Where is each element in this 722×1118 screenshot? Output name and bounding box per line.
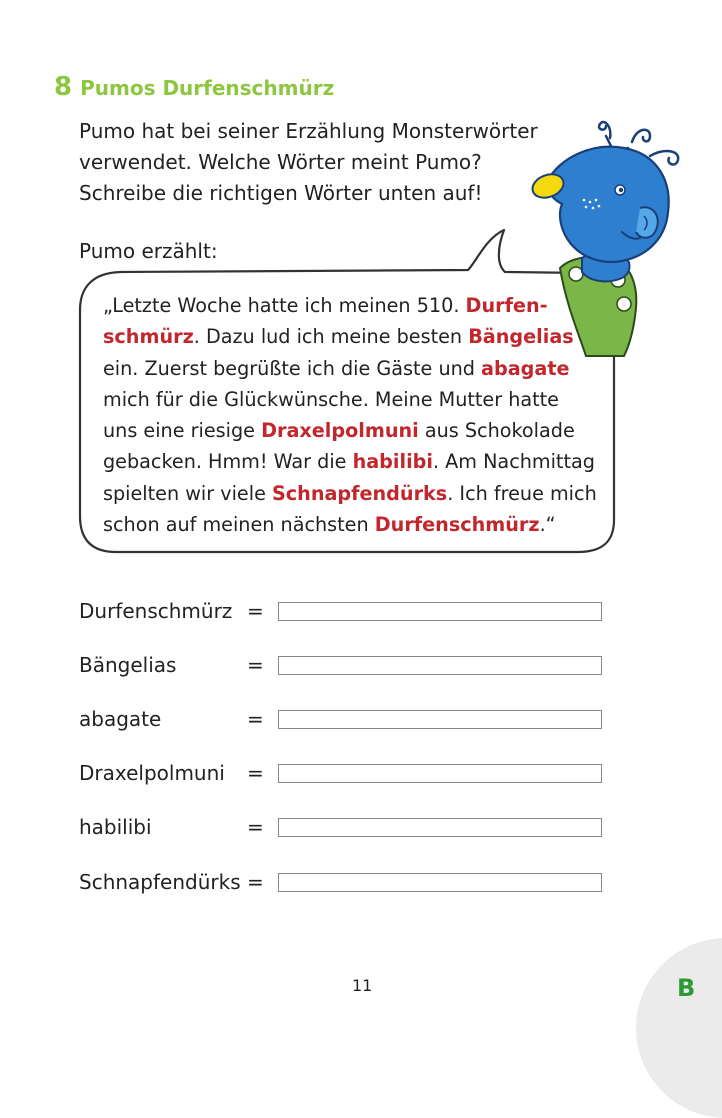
- equals-sign: =: [247, 707, 264, 731]
- story-line: spielten wir viele Schnapfendürks. Ich freue mich: [103, 481, 597, 505]
- story-line: „Letzte Woche hatte ich meinen 510. Durfen-: [103, 294, 548, 317]
- answer-input[interactable]: [278, 873, 602, 892]
- monster-word: Bängelias: [468, 325, 574, 349]
- monster-word-label: habilibi: [79, 815, 152, 839]
- story-line: ein. Zuerst begrüßte ich die Gäste und abagate: [103, 356, 570, 380]
- page-number: 11: [352, 976, 373, 995]
- answer-input[interactable]: [278, 602, 602, 621]
- answer-row: [79, 650, 619, 680]
- equals-sign: =: [247, 599, 264, 623]
- answer-input[interactable]: [278, 818, 602, 837]
- story-label: Pumo erzählt:: [79, 239, 218, 263]
- instruction-line: verwendet. Welche Wörter meint Pumo?: [79, 150, 482, 174]
- answer-row: [79, 867, 619, 897]
- monster-word-label: Durfenschmürz: [79, 599, 233, 623]
- equals-sign: =: [247, 870, 264, 894]
- story-text: [103, 290, 603, 540]
- story-line: uns eine riesige Draxelpolmuni aus Schokolade: [103, 419, 575, 443]
- answer-input[interactable]: [278, 710, 602, 729]
- story-line: schmürz. Dazu lud ich meine besten Bängelias: [103, 325, 574, 349]
- monster-word-label: Bängelias: [79, 653, 177, 677]
- monster-word: schmürz: [103, 325, 194, 349]
- monster-word: Durfenschmürz: [374, 513, 540, 537]
- equals-sign: =: [247, 653, 264, 677]
- story-line: mich für die Glückwünsche. Meine Mutter hatte: [103, 387, 559, 411]
- answer-input[interactable]: [278, 656, 602, 675]
- equals-sign: =: [247, 815, 264, 839]
- answer-input[interactable]: [278, 764, 602, 783]
- task-number: 8: [54, 72, 73, 102]
- answer-row: [79, 596, 619, 626]
- monster-word: Durfen-: [465, 294, 548, 317]
- monster-word: abagate: [481, 356, 570, 380]
- task-title: Pumos Durfenschmürz: [80, 76, 335, 100]
- monster-word-label: Schnapfendürks: [79, 870, 241, 894]
- story-line: gebacken. Hmm! War die habilibi. Am Nachmittag: [103, 450, 595, 474]
- monster-word: Schnapfendürks: [271, 481, 448, 505]
- monster-word-label: Draxelpolmuni: [79, 761, 225, 785]
- instruction-line: Schreibe die richtigen Wörter unten auf!: [79, 181, 483, 205]
- corner-letter: B: [677, 974, 696, 1002]
- instruction-line: Pumo hat bei seiner Erzählung Monsterwörter: [79, 119, 538, 143]
- story-line: schon auf meinen nächsten Durfenschmürz.“: [103, 513, 556, 537]
- equals-sign: =: [247, 761, 264, 785]
- monster-word: Draxelpolmuni: [261, 419, 419, 443]
- answer-row: [79, 704, 619, 734]
- answer-row: [79, 812, 619, 842]
- answer-row: [79, 758, 619, 788]
- monster-word-label: abagate: [79, 707, 162, 731]
- monster-word: habilibi: [352, 450, 433, 474]
